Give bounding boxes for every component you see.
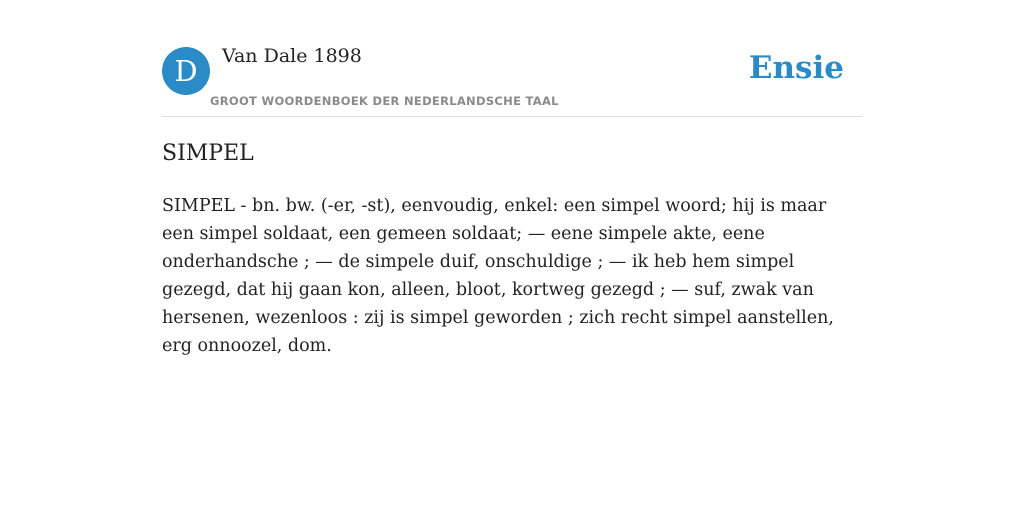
dictionary-logo[interactable]: D — [162, 47, 210, 95]
brand-logo-link[interactable]: Ensie — [748, 50, 844, 86]
header — [162, 0, 862, 117]
entry-definition: SIMPEL - bn. bw. (-er, -st), eenvoudig, enkel: een simpel woord; hij is maar een simpel soldaat, een gemeen soldaat; — eene simpele akte, eene onderhandsche ; — de simpele duif, onschuldige ; — ik heb hem simpel gezegd, dat hij gaan kon, alleen, bloot, kortweg gezegd ; — suf, zwak van hersenen, wezenloos : zij is simpel geworden ; zich recht simpel aanstellen, erg onnoozel, dom. — [162, 196, 834, 356]
dictionary-name-link[interactable]: Van Dale 1898 — [222, 45, 362, 67]
entry-headword: SIMPEL — [162, 141, 254, 166]
dictionary-subtitle: GROOT WOORDENBOEK DER NEDERLANDSCHE TAAL — [210, 94, 559, 108]
